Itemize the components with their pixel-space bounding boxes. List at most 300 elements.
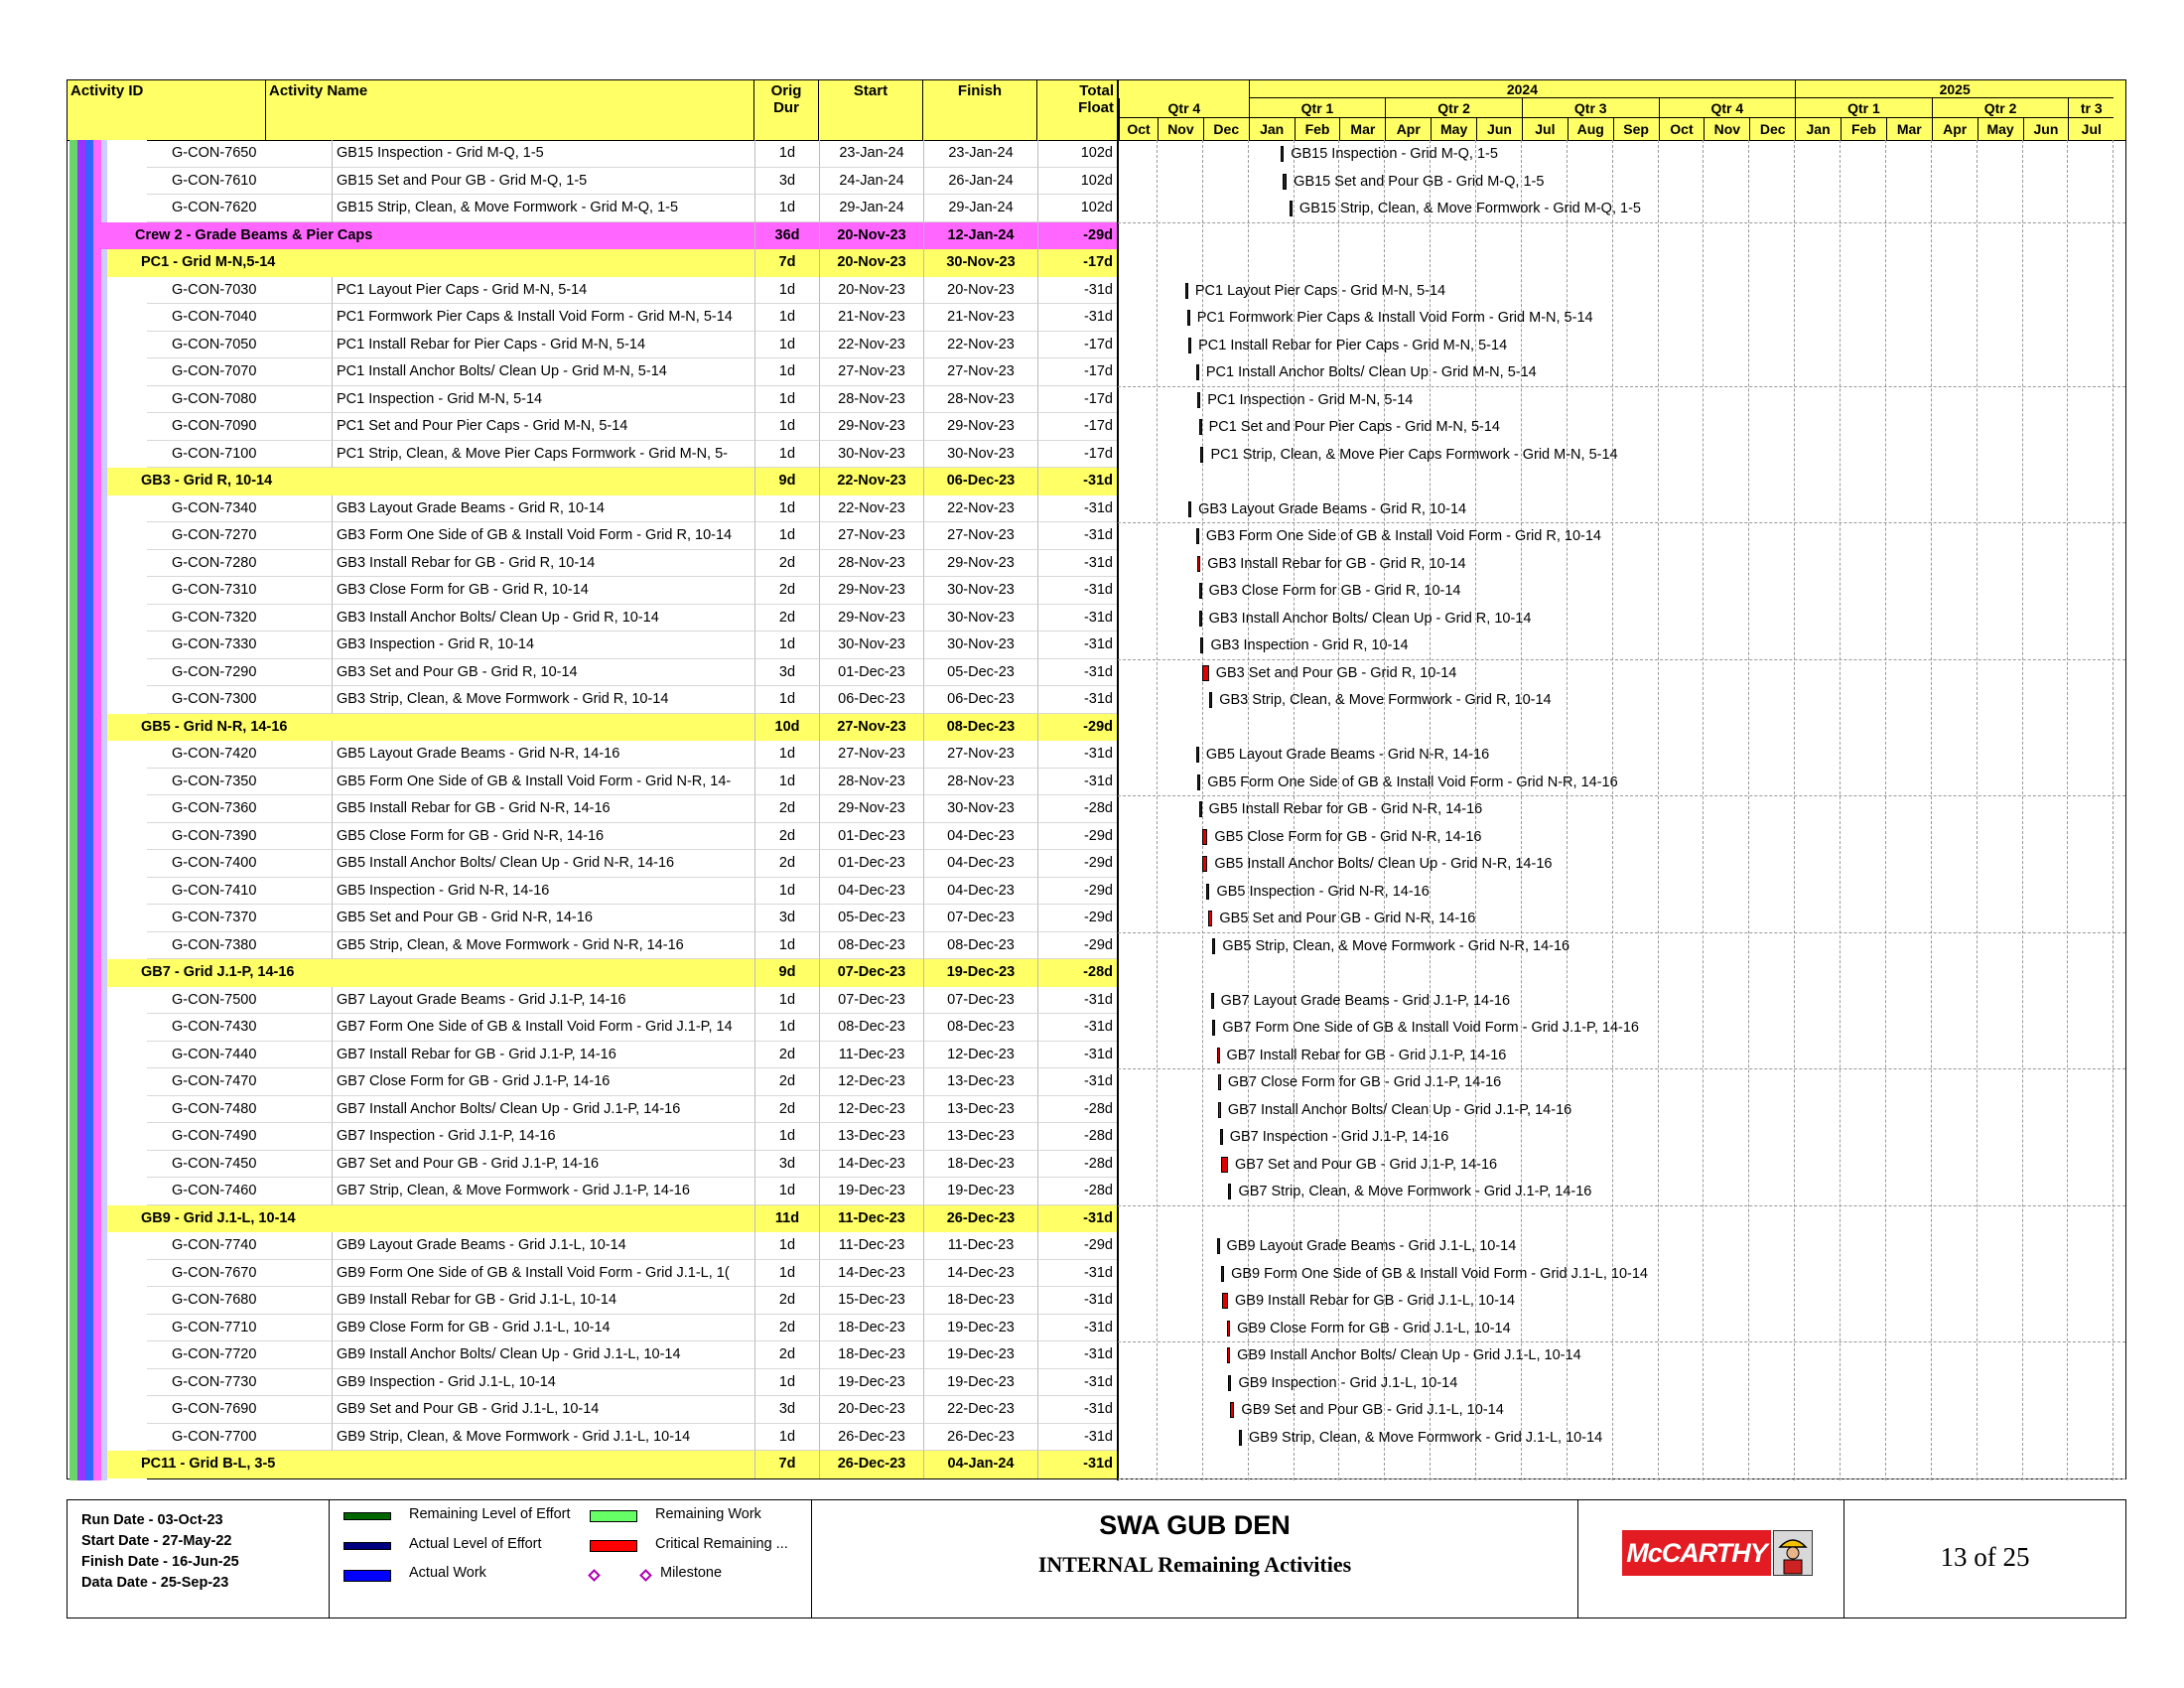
footer-title	[812, 1500, 1578, 1618]
orig-dur: 2d	[754, 1068, 819, 1096]
activity-id: G-CON-7100	[147, 441, 332, 469]
group-dur: 9d	[754, 468, 819, 495]
group-float: -31d	[1037, 1451, 1117, 1478]
start-date: 08-Dec-23	[819, 932, 923, 960]
start-date: 13-Dec-23	[819, 1123, 923, 1151]
gantt-bar[interactable]	[1217, 1048, 1220, 1063]
row-gridline	[1118, 222, 2125, 223]
finish-date: 28-Nov-23	[923, 386, 1037, 414]
total-float: -29d	[1037, 1232, 1117, 1260]
activity-name: GB3 Strip, Clean, & Move Formwork - Grid R, 10-14	[332, 686, 754, 714]
footer	[67, 1499, 2126, 1618]
activity-id: G-CON-7050	[147, 332, 332, 359]
total-float: -28d	[1037, 1178, 1117, 1205]
gantt-bar[interactable]	[1221, 1266, 1224, 1282]
gantt-bar-label: GB7 Install Rebar for GB - Grid J.1-P, 14-16	[1226, 1047, 1507, 1063]
row-gridline	[1118, 1341, 2125, 1342]
group-dur: 7d	[754, 249, 819, 277]
month-17: Mar	[1886, 118, 1932, 140]
gantt-bar-label: GB3 Layout Grade Beams - Grid R, 10-14	[1198, 500, 1467, 517]
gantt-bar[interactable]	[1197, 774, 1200, 790]
activity-id: G-CON-7440	[147, 1042, 332, 1069]
start-date: 28-Nov-23	[819, 386, 923, 414]
activity-name: GB9 Close Form for GB - Grid J.1-L, 10-14	[332, 1315, 754, 1342]
activity-name: GB9 Install Rebar for GB - Grid J.1-L, 10-14	[332, 1287, 754, 1315]
total-float: -31d	[1037, 605, 1117, 633]
total-float: -28d	[1037, 795, 1117, 823]
month-16: Feb	[1841, 118, 1886, 140]
gantt-bar-label: PC1 Install Anchor Bolts/ Clean Up - Grid M-N, 5-14	[1205, 364, 1537, 380]
activity-id: G-CON-7420	[147, 741, 332, 769]
month-gridline	[1748, 140, 1749, 1480]
gantt-bar-label: GB9 Form One Side of GB & Install Void Form - Grid J.1-L, 10-14	[1231, 1265, 1648, 1282]
col-orig-dur[interactable]	[754, 80, 819, 140]
orig-dur: 2d	[754, 795, 819, 823]
month-4: Feb	[1295, 118, 1340, 140]
activity-id: G-CON-7720	[147, 1341, 332, 1369]
month-6: Apr	[1385, 118, 1431, 140]
total-float: -31d	[1037, 577, 1117, 605]
activity-name: GB5 Form One Side of GB & Install Void Form - Grid N-R, 14-	[332, 769, 754, 796]
gantt-bar[interactable]	[1196, 364, 1199, 380]
activity-id: G-CON-7340	[147, 495, 332, 523]
gantt-bar[interactable]	[1199, 419, 1202, 435]
orig-dur: 2d	[754, 605, 819, 633]
finish-date: 23-Jan-24	[923, 140, 1037, 168]
start-date: 23-Jan-24	[819, 140, 923, 168]
start-date: 29-Nov-23	[819, 605, 923, 633]
gantt-bar-label: PC1 Layout Pier Caps - Grid M-N, 5-14	[1194, 282, 1446, 299]
start-date: Start Date - 27-May-22	[81, 1533, 232, 1549]
legend-critical-remaining: Critical Remaining ...	[655, 1536, 788, 1552]
worker-logo-icon	[1773, 1530, 1813, 1576]
activity-id: G-CON-7070	[147, 358, 332, 386]
orig-dur: 2d	[754, 1287, 819, 1315]
total-float: -28d	[1037, 1096, 1117, 1124]
orig-dur: 2d	[754, 1096, 819, 1124]
activity-name: GB5 Layout Grade Beams - Grid N-R, 14-16	[332, 741, 754, 769]
gantt-bar[interactable]	[1212, 938, 1215, 954]
activity-name: GB5 Install Anchor Bolts/ Clean Up - Grid N-R, 14-16	[332, 850, 754, 878]
group-finish: 19-Dec-23	[923, 959, 1037, 987]
activity-name: GB7 Inspection - Grid J.1-P, 14-16	[332, 1123, 754, 1151]
orig-dur: 2d	[754, 823, 819, 851]
start-date: 14-Dec-23	[819, 1151, 923, 1179]
finish-date: 04-Dec-23	[923, 823, 1037, 851]
orig-dur: 2d	[754, 577, 819, 605]
start-date: 06-Dec-23	[819, 686, 923, 714]
start-date: 24-Jan-24	[819, 168, 923, 196]
finish-date: 26-Jan-24	[923, 168, 1037, 196]
finish-date: 27-Nov-23	[923, 522, 1037, 550]
finish-date: 08-Dec-23	[923, 932, 1037, 960]
total-float: -31d	[1037, 1042, 1117, 1069]
activity-id: G-CON-7690	[147, 1396, 332, 1424]
start-date: 11-Dec-23	[819, 1232, 923, 1260]
activity-name: GB3 Layout Grade Beams - Grid R, 10-14	[332, 495, 754, 523]
month-1: Nov	[1158, 118, 1203, 140]
total-float: -29d	[1037, 850, 1117, 878]
gantt-bar[interactable]	[1212, 1020, 1215, 1036]
row-gridline	[1118, 932, 2125, 933]
quarter-3: Qtr 3	[1522, 98, 1659, 118]
page-number: 13 of 25	[1940, 1542, 2030, 1572]
gantt-chart	[1118, 140, 2125, 1480]
activity-id: G-CON-7470	[147, 1068, 332, 1096]
gantt-bar[interactable]	[1196, 528, 1199, 544]
finish-date: 19-Dec-23	[923, 1341, 1037, 1369]
group-float: -17d	[1037, 249, 1117, 277]
gantt-bar[interactable]	[1196, 747, 1199, 763]
finish-date: 05-Dec-23	[923, 659, 1037, 687]
finish-date: 30-Nov-23	[923, 441, 1037, 469]
data-date: Data Date - 25-Sep-23	[81, 1575, 229, 1591]
finish-date: Finish Date - 16-Jun-25	[81, 1554, 239, 1570]
gantt-bar-label: GB7 Set and Pour GB - Grid J.1-P, 14-16	[1235, 1156, 1498, 1173]
finish-date: 30-Nov-23	[923, 795, 1037, 823]
gantt-bar[interactable]	[1211, 993, 1214, 1009]
activity-id: G-CON-7450	[147, 1151, 332, 1179]
total-float-line2: Float	[1078, 99, 1114, 116]
finish-date: 08-Dec-23	[923, 1014, 1037, 1042]
orig-dur: 3d	[754, 168, 819, 196]
orig-dur: 1d	[754, 1178, 819, 1205]
activity-name: GB3 Form One Side of GB & Install Void Form - Grid R, 10-14	[332, 522, 754, 550]
group-name: Crew 2 - Grade Beams & Pier Caps	[135, 226, 373, 243]
gantt-bar[interactable]	[1281, 146, 1284, 162]
group-float: -28d	[1037, 959, 1117, 987]
start-date: 30-Nov-23	[819, 632, 923, 659]
gantt-bar-label: PC1 Formwork Pier Caps & Install Void Form - Grid M-N, 5-14	[1196, 310, 1593, 326]
total-float: -31d	[1037, 277, 1117, 305]
orig-dur: 3d	[754, 659, 819, 687]
gantt-bar[interactable]	[1208, 911, 1213, 926]
orig-dur: 1d	[754, 1123, 819, 1151]
group-finish: 12-Jan-24	[923, 222, 1037, 250]
start-date: 28-Nov-23	[819, 550, 923, 578]
gantt-bar[interactable]	[1199, 611, 1202, 627]
gantt-bar[interactable]	[1188, 501, 1191, 517]
gantt-bar[interactable]	[1283, 174, 1288, 190]
finish-date: 30-Nov-23	[923, 577, 1037, 605]
month-7: May	[1431, 118, 1476, 140]
gantt-bar[interactable]	[1200, 447, 1203, 463]
orig-dur: 1d	[754, 987, 819, 1015]
start-date: 29-Nov-23	[819, 577, 923, 605]
gantt-bar-label: GB15 Strip, Clean, & Move Formwork - Grid M-Q, 1-5	[1298, 201, 1641, 216]
month-gridline	[1977, 140, 1978, 1480]
finish-date: 29-Nov-23	[923, 413, 1037, 441]
month-gridline	[1703, 140, 1704, 1480]
group-name: GB7 - Grid J.1-P, 14-16	[141, 964, 295, 980]
activity-name: PC1 Install Rebar for Pier Caps - Grid M-N, 5-14	[332, 332, 754, 359]
total-float: -31d	[1037, 1068, 1117, 1096]
col-activity-id[interactable]: Activity ID	[68, 80, 266, 140]
group-finish: 04-Jan-24	[923, 1451, 1037, 1478]
orig-dur: 1d	[754, 932, 819, 960]
gantt-bar[interactable]	[1228, 1375, 1231, 1391]
activity-name: GB15 Set and Pour GB - Grid M-Q, 1-5	[332, 168, 754, 196]
month-19: May	[1978, 118, 2023, 140]
schedule-sheet	[67, 79, 2126, 1479]
col-total-float[interactable]	[1037, 80, 1117, 140]
month-21: Jul	[2068, 118, 2114, 140]
total-float: -31d	[1037, 495, 1117, 523]
activity-id: G-CON-7380	[147, 932, 332, 960]
gantt-bar[interactable]	[1202, 665, 1209, 681]
activity-name: GB7 Form One Side of GB & Install Void Form - Grid J.1-P, 14	[332, 1014, 754, 1042]
row-gridline	[1118, 1205, 2125, 1206]
quarter-5: Qtr 1	[1795, 98, 1932, 118]
total-float: -29d	[1037, 878, 1117, 906]
legend-actual-work-swatch	[343, 1570, 391, 1582]
activity-name: PC1 Layout Pier Caps - Grid M-N, 5-14	[332, 277, 754, 305]
gantt-bar-label: GB3 Form One Side of GB & Install Void Form - Grid R, 10-14	[1205, 528, 1601, 544]
gantt-bar-label: GB5 Install Rebar for GB - Grid N-R, 14-16	[1208, 801, 1483, 817]
gantt-bar[interactable]	[1197, 392, 1200, 408]
activity-name: GB9 Form One Side of GB & Install Void Form - Grid J.1-L, 1(	[332, 1260, 754, 1288]
finish-date: 27-Nov-23	[923, 741, 1037, 769]
legend-critical-swatch	[590, 1540, 637, 1552]
legend-actual-loe: Actual Level of Effort	[409, 1536, 542, 1552]
finish-date: 18-Dec-23	[923, 1287, 1037, 1315]
total-float: -28d	[1037, 1123, 1117, 1151]
col-start[interactable]: Start	[819, 80, 923, 140]
orig-dur: 3d	[754, 1396, 819, 1424]
group-start: 22-Nov-23	[819, 468, 923, 495]
orig-dur: 3d	[754, 905, 819, 932]
activity-id: G-CON-7310	[147, 577, 332, 605]
orig-dur: 1d	[754, 495, 819, 523]
dates-block	[81, 1510, 239, 1594]
gantt-bar[interactable]	[1187, 310, 1190, 326]
activity-id: G-CON-7320	[147, 605, 332, 633]
legend-milestone: Milestone	[660, 1565, 723, 1581]
gantt-bar-label: GB9 Inspection - Grid J.1-L, 10-14	[1238, 1374, 1458, 1391]
gantt-bar[interactable]	[1228, 1184, 1231, 1199]
orig-dur: 1d	[754, 522, 819, 550]
start-date: 21-Nov-23	[819, 304, 923, 332]
orig-dur: 3d	[754, 1151, 819, 1179]
quarter-6: Qtr 2	[1932, 98, 2069, 118]
finish-date: 13-Dec-23	[923, 1068, 1037, 1096]
gantt-bar[interactable]	[1200, 637, 1203, 653]
orig-dur: 1d	[754, 413, 819, 441]
gantt-bar-label: PC1 Strip, Clean, & Move Pier Caps Formwork - Grid M-N, 5-14	[1210, 446, 1618, 463]
legend-remaining-work: Remaining Work	[655, 1506, 761, 1522]
finish-date: 12-Dec-23	[923, 1042, 1037, 1069]
finish-date: 29-Jan-24	[923, 195, 1037, 222]
project-title: SWA GUB DEN	[1099, 1510, 1291, 1540]
finish-date: 22-Dec-23	[923, 1396, 1037, 1424]
gantt-bar-label: GB3 Set and Pour GB - Grid R, 10-14	[1215, 664, 1457, 681]
total-float: -31d	[1037, 1424, 1117, 1452]
footer-legend	[330, 1500, 812, 1618]
activity-id: G-CON-7040	[147, 304, 332, 332]
activity-id: G-CON-7390	[147, 823, 332, 851]
total-float: -31d	[1037, 632, 1117, 659]
start-date: 15-Dec-23	[819, 1287, 923, 1315]
start-date: 05-Dec-23	[819, 905, 923, 932]
gantt-bar[interactable]	[1209, 692, 1212, 708]
gantt-bar[interactable]	[1199, 801, 1202, 817]
gantt-left-edge	[1117, 140, 1119, 1480]
activity-name: GB5 Inspection - Grid N-R, 14-16	[332, 878, 754, 906]
group-start: 11-Dec-23	[819, 1205, 923, 1233]
run-date: Run Date - 03-Oct-23	[81, 1512, 223, 1528]
gantt-bar[interactable]	[1202, 856, 1208, 872]
gantt-bar-label: PC1 Inspection - Grid M-N, 5-14	[1207, 391, 1414, 408]
total-float: -31d	[1037, 1369, 1117, 1397]
activity-id: G-CON-7300	[147, 686, 332, 714]
total-float: -31d	[1037, 550, 1117, 578]
gantt-bar-label: GB3 Install Anchor Bolts/ Clean Up - Grid R, 10-14	[1208, 610, 1532, 627]
gantt-bar[interactable]	[1199, 583, 1202, 599]
gantt-bar[interactable]	[1188, 338, 1191, 353]
gantt-bar-label: PC1 Install Rebar for Pier Caps - Grid M-N, 5-14	[1198, 337, 1508, 353]
finish-date: 13-Dec-23	[923, 1096, 1037, 1124]
gantt-bar[interactable]	[1206, 884, 1209, 900]
gantt-bar[interactable]	[1218, 1074, 1221, 1090]
milestone-diamond-icon-2	[639, 1569, 652, 1582]
finish-date: 04-Dec-23	[923, 850, 1037, 878]
activity-name: GB9 Install Anchor Bolts/ Clean Up - Grid J.1-L, 10-14	[332, 1341, 754, 1369]
activity-name: GB7 Install Anchor Bolts/ Clean Up - Grid J.1-P, 14-16	[332, 1096, 754, 1124]
total-float-line1: Total	[1079, 82, 1114, 99]
group-float: -29d	[1037, 222, 1117, 250]
month-18: Apr	[1932, 118, 1978, 140]
orig-dur: 1d	[754, 332, 819, 359]
total-float: -17d	[1037, 358, 1117, 386]
month-15: Jan	[1795, 118, 1841, 140]
gantt-bar[interactable]	[1220, 1129, 1223, 1145]
row-gridline	[1118, 795, 2125, 796]
finish-date: 14-Dec-23	[923, 1260, 1037, 1288]
finish-date: 30-Nov-23	[923, 605, 1037, 633]
finish-date: 07-Dec-23	[923, 905, 1037, 932]
milestone-diamond-icon	[588, 1569, 601, 1582]
activity-name: GB5 Close Form for GB - Grid N-R, 14-16	[332, 823, 754, 851]
start-date: 04-Dec-23	[819, 878, 923, 906]
month-11: Sep	[1613, 118, 1659, 140]
activity-name: PC1 Install Anchor Bolts/ Clean Up - Grid M-N, 5-14	[332, 358, 754, 386]
gantt-bar[interactable]	[1227, 1347, 1230, 1363]
gantt-bar[interactable]	[1197, 556, 1200, 572]
activity-id: G-CON-7290	[147, 659, 332, 687]
activity-id: G-CON-7610	[147, 168, 332, 196]
total-float: 102d	[1037, 168, 1117, 196]
start-date: 20-Dec-23	[819, 1396, 923, 1424]
month-10: Aug	[1568, 118, 1613, 140]
total-float: -31d	[1037, 304, 1117, 332]
start-date: 18-Dec-23	[819, 1341, 923, 1369]
total-float: -31d	[1037, 1287, 1117, 1315]
col-finish[interactable]: Finish	[923, 80, 1037, 140]
month-gridline	[1840, 140, 1841, 1480]
activity-id: G-CON-7280	[147, 550, 332, 578]
activity-id: G-CON-7330	[147, 632, 332, 659]
year-1: 2025	[1795, 80, 2114, 98]
activity-id: G-CON-7370	[147, 905, 332, 932]
start-date: 29-Nov-23	[819, 413, 923, 441]
activity-name: GB5 Install Rebar for GB - Grid N-R, 14-16	[332, 795, 754, 823]
total-float: -17d	[1037, 441, 1117, 469]
start-date: 20-Nov-23	[819, 277, 923, 305]
activity-id: G-CON-7620	[147, 195, 332, 222]
quarter-2: Qtr 2	[1385, 98, 1522, 118]
activity-name: PC1 Formwork Pier Caps & Install Void Form - Grid M-N, 5-14	[332, 304, 754, 332]
gantt-bar-label: GB5 Install Anchor Bolts/ Clean Up - Grid N-R, 14-16	[1214, 856, 1553, 872]
month-20: Jun	[2023, 118, 2069, 140]
start-date: 27-Nov-23	[819, 522, 923, 550]
orig-dur: 1d	[754, 769, 819, 796]
gantt-bar-label: GB9 Set and Pour GB - Grid J.1-L, 10-14	[1241, 1402, 1504, 1418]
orig-dur: 1d	[754, 441, 819, 469]
gantt-bar-label: PC1 Set and Pour Pier Caps - Grid M-N, 5-14	[1208, 419, 1500, 435]
group-dur: 9d	[754, 959, 819, 987]
gantt-bar-label: GB9 Install Rebar for GB - Grid J.1-L, 10-14	[1235, 1293, 1516, 1309]
total-float: -31d	[1037, 1014, 1117, 1042]
orig-dur: 1d	[754, 686, 819, 714]
activity-name: GB9 Strip, Clean, & Move Formwork - Grid J.1-L, 10-14	[332, 1424, 754, 1452]
group-finish: 26-Dec-23	[923, 1205, 1037, 1233]
quarter-7: tr 3	[2068, 98, 2114, 118]
start-date: 12-Dec-23	[819, 1096, 923, 1124]
finish-date: 21-Nov-23	[923, 304, 1037, 332]
activity-name: GB15 Strip, Clean, & Move Formwork - Grid M-Q, 1-5	[332, 195, 754, 222]
gantt-bar[interactable]	[1290, 201, 1293, 216]
month-gridline	[1931, 140, 1932, 1480]
finish-date: 06-Dec-23	[923, 686, 1037, 714]
gantt-bar[interactable]	[1227, 1321, 1230, 1336]
finish-date: 26-Dec-23	[923, 1424, 1037, 1452]
group-name: GB9 - Grid J.1-L, 10-14	[141, 1209, 296, 1226]
start-date: 22-Nov-23	[819, 495, 923, 523]
gantt-bar[interactable]	[1202, 829, 1208, 845]
gantt-bar-label: GB7 Layout Grade Beams - Grid J.1-P, 14-16	[1220, 992, 1511, 1009]
gantt-bar[interactable]	[1222, 1293, 1228, 1309]
gantt-bar[interactable]	[1185, 283, 1188, 299]
gantt-bar[interactable]	[1230, 1402, 1235, 1418]
activity-id: G-CON-7650	[147, 140, 332, 168]
activity-id: G-CON-7410	[147, 878, 332, 906]
start-date: 28-Nov-23	[819, 769, 923, 796]
activity-name: GB7 Close Form for GB - Grid J.1-P, 14-16	[332, 1068, 754, 1096]
start-date: 07-Dec-23	[819, 987, 923, 1015]
finish-date: 19-Dec-23	[923, 1369, 1037, 1397]
finish-date: 04-Dec-23	[923, 878, 1037, 906]
gantt-bar-label: GB3 Install Rebar for GB - Grid R, 10-14	[1207, 555, 1466, 572]
activity-id: G-CON-7400	[147, 850, 332, 878]
total-float: -29d	[1037, 932, 1117, 960]
gantt-bar-label: GB15 Set and Pour GB - Grid M-Q, 1-5	[1294, 173, 1545, 190]
gantt-bar[interactable]	[1217, 1238, 1220, 1254]
gantt-bar[interactable]	[1221, 1157, 1228, 1173]
activity-id: G-CON-7350	[147, 769, 332, 796]
col-activity-name[interactable]: Activity Name	[266, 80, 754, 140]
orig-dur: 2d	[754, 850, 819, 878]
group-start: 20-Nov-23	[819, 249, 923, 277]
total-float: -31d	[1037, 1396, 1117, 1424]
activity-id: G-CON-7270	[147, 522, 332, 550]
activity-id: G-CON-7710	[147, 1315, 332, 1342]
gantt-bar-label: GB9 Close Form for GB - Grid J.1-L, 10-14	[1237, 1320, 1511, 1336]
gantt-bar[interactable]	[1239, 1430, 1242, 1446]
gantt-bar-label: GB7 Close Form for GB - Grid J.1-P, 14-16	[1227, 1074, 1502, 1090]
orig-dur: 2d	[754, 550, 819, 578]
gantt-bar-label: GB7 Form One Side of GB & Install Void Form - Grid J.1-P, 14-16	[1222, 1020, 1639, 1036]
gantt-bar[interactable]	[1218, 1102, 1221, 1118]
